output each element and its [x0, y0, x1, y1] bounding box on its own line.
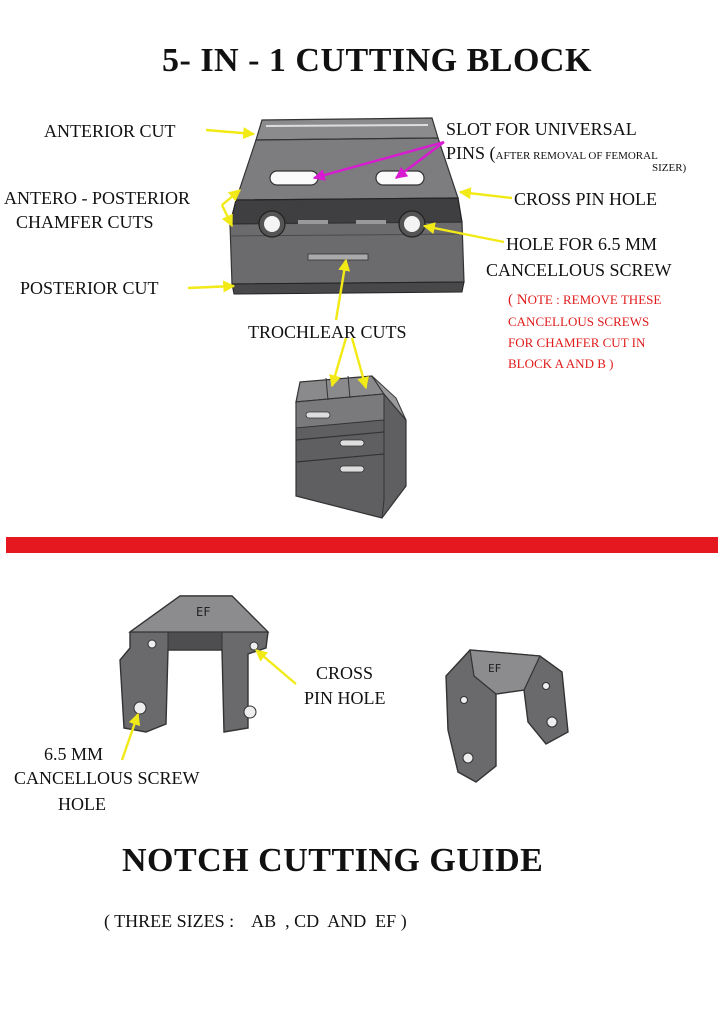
cutting-block-title: 5- IN - 1 CUTTING BLOCK — [162, 42, 592, 79]
note-line-1a: ( N — [508, 292, 528, 308]
label-posterior-cut: POSTERIOR CUT — [20, 278, 159, 298]
label-screw-3: HOLE — [58, 794, 106, 814]
label-slot-3: SIZER) — [652, 162, 687, 174]
label-hole-2: CANCELLOUS SCREW — [486, 260, 672, 280]
label-slot-2b: AFTER REMOVAL OF FEMORAL — [495, 150, 658, 162]
engraving-right: EF — [488, 662, 502, 675]
notch-guide-side-illustration — [446, 650, 568, 782]
note-line-2: CANCELLOUS SCREWS — [508, 314, 650, 329]
label-antero-posterior-2: CHAMFER CUTS — [16, 212, 154, 232]
label-cross-pin-hole: CROSS PIN HOLE — [514, 189, 658, 209]
cutting-block-illustration — [230, 118, 464, 294]
note-line-4: BLOCK A AND B ) — [508, 356, 614, 371]
notch-guide-front-illustration — [120, 596, 268, 732]
label-hole-1: HOLE FOR 6.5 MM — [506, 234, 658, 254]
section-divider — [6, 537, 718, 553]
label-cross-2: PIN HOLE — [304, 688, 386, 708]
sizes-text: ( THREE SIZES : AB , CD AND EF ) — [104, 911, 407, 931]
label-screw-1: 6.5 MM — [44, 744, 104, 764]
label-slot-2a: PINS ( — [446, 143, 496, 163]
notch-guide-title: NOTCH CUTTING GUIDE — [122, 842, 544, 879]
label-screw-2: CANCELLOUS SCREW — [14, 768, 200, 788]
engraving-left: EF — [196, 605, 211, 619]
label-antero-posterior-1: ANTERO - POSTERIOR — [4, 188, 191, 208]
note-line-1b: OTE : REMOVE THESE — [527, 292, 662, 307]
label-trochlear-cuts: TROCHLEAR CUTS — [248, 322, 407, 342]
label-slot-2 — [446, 142, 658, 167]
cutting-block-side-illustration — [296, 376, 406, 518]
note-line-3: FOR CHAMFER CUT IN — [508, 335, 646, 350]
label-slot-1: SLOT FOR UNIVERSAL — [446, 119, 637, 139]
label-anterior-cut: ANTERIOR CUT — [44, 121, 176, 141]
note-line-1 — [508, 290, 661, 310]
label-cross-1: CROSS — [316, 663, 374, 683]
